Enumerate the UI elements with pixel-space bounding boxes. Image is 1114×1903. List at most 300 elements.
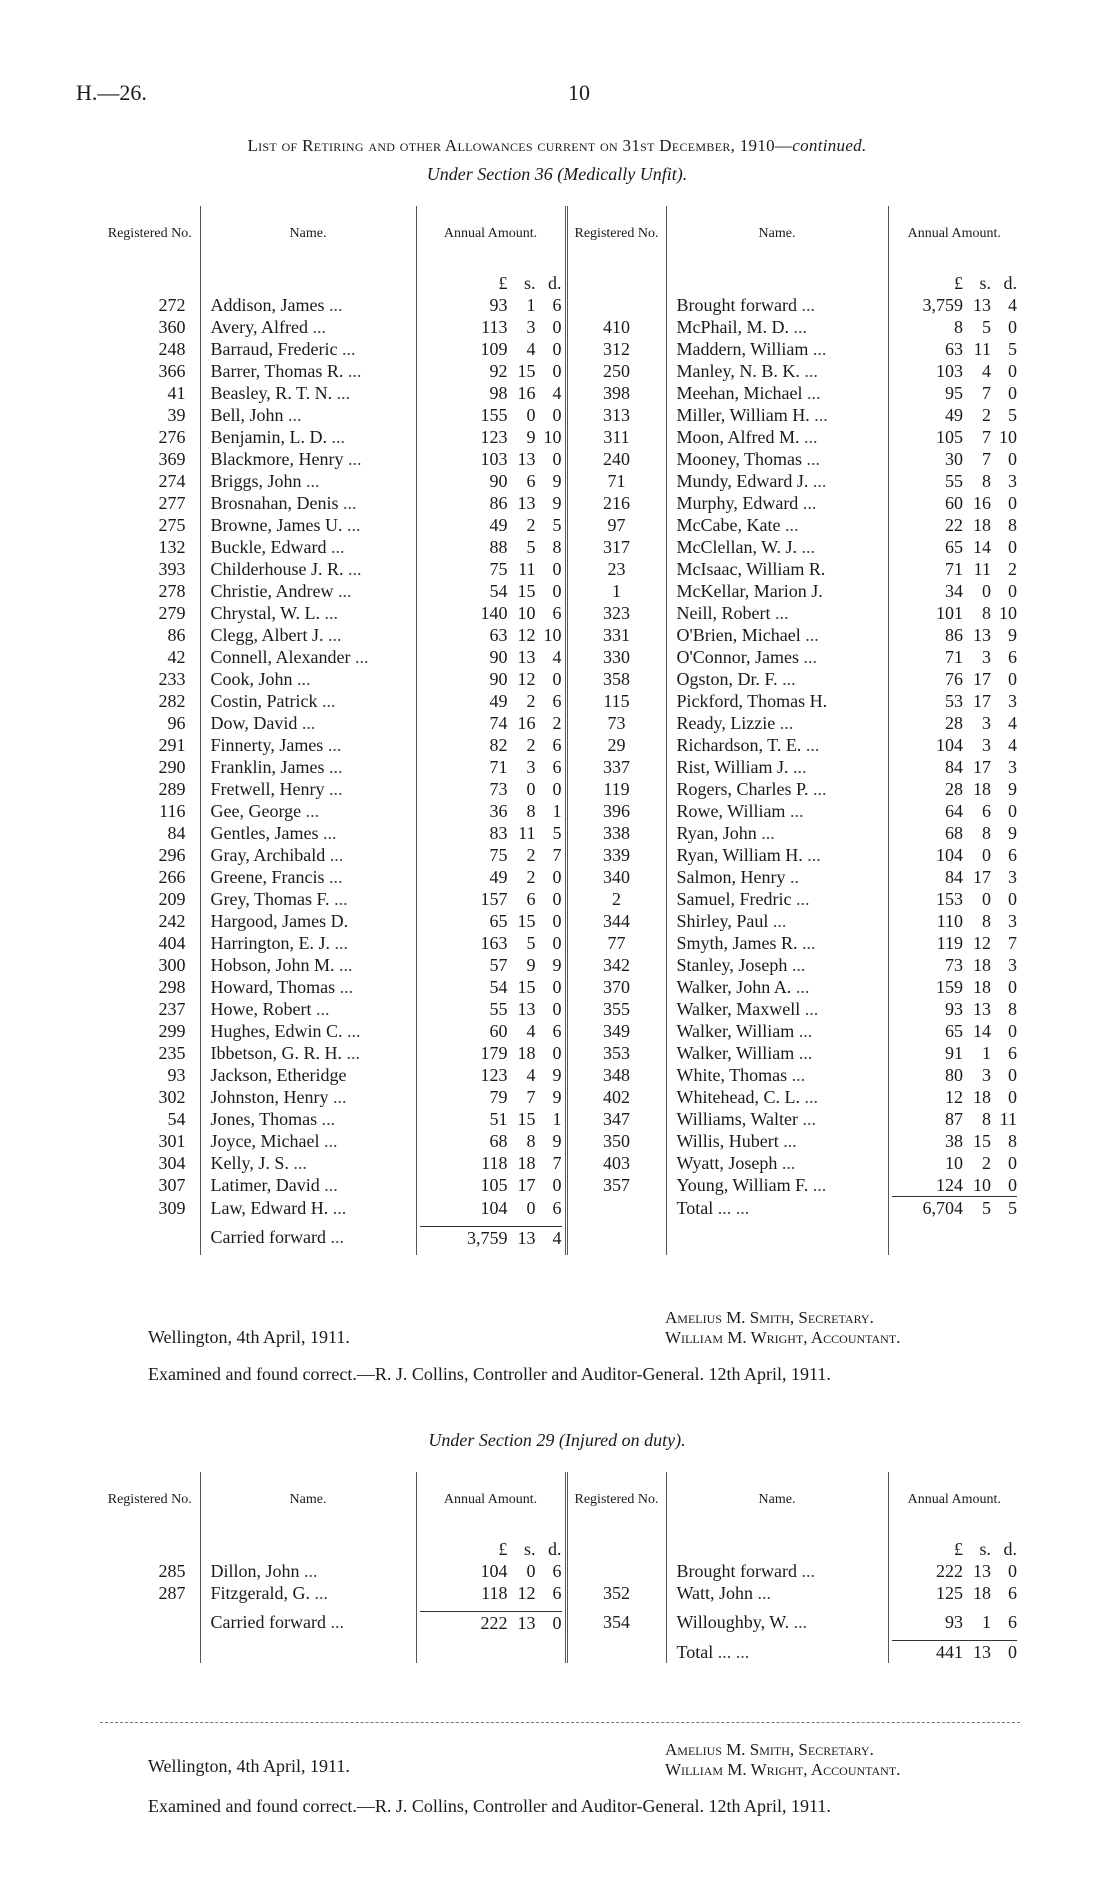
amount-value (420, 756, 562, 778)
leader-dots: ... (802, 1109, 816, 1129)
amount-cell (416, 888, 566, 910)
name-text: Kelly, J. S. (210, 1153, 289, 1173)
amount-pence: 2 (552, 713, 562, 733)
name-cell (200, 998, 416, 1020)
amount-pounds: 88 (489, 537, 508, 557)
amount-shillings: s. (523, 273, 536, 293)
amount-shillings: 11 (518, 559, 536, 579)
registered-no: 237 (158, 999, 186, 1019)
amount-pence: 6 (1008, 1043, 1017, 1063)
amount-shillings: 12 (973, 933, 991, 953)
name-cell (666, 1064, 888, 1086)
amount-pounds: 55 (945, 471, 963, 491)
amount-value (420, 1582, 562, 1604)
name-text: Howe, Robert (210, 999, 312, 1019)
amount-shillings: 4 (526, 339, 536, 359)
registered-no: 116 (159, 801, 186, 821)
amount-shillings: 5 (982, 317, 991, 337)
leader-dots: ... (805, 735, 820, 755)
amount-pence: 0 (552, 889, 562, 909)
registered-no: 403 (566, 1152, 666, 1174)
amount-shillings: 6 (982, 801, 991, 821)
registered-no: 349 (566, 1020, 666, 1042)
amount-shillings: 15 (517, 911, 536, 931)
name-cell (666, 1152, 888, 1174)
amount-cell (416, 1174, 566, 1196)
name-cell (666, 1174, 888, 1196)
name-cell (200, 646, 416, 668)
name-text: Latimer, David (210, 1175, 320, 1195)
row-label: Total (676, 1197, 714, 1218)
amount-cell (888, 646, 1020, 668)
registered-no: 29 (566, 734, 666, 756)
registered-no: 71 (566, 470, 666, 492)
registered-no: 275 (158, 515, 186, 535)
amount-pounds: 12 (945, 1087, 963, 1107)
leader-dots: ... (347, 361, 362, 381)
registered-no: 266 (158, 867, 186, 887)
registered-no: 311 (566, 426, 666, 448)
registered-no (100, 1640, 200, 1663)
section1-subtitle: Under Section 36 (Medically Unfit). (426, 164, 688, 184)
name-cell (666, 624, 888, 646)
leader-dots: ... (793, 317, 807, 337)
amount-shillings: 0 (526, 779, 536, 799)
leader-dots: ... (806, 449, 820, 469)
registered-no: 369 (158, 449, 186, 469)
amount-pounds: 83 (489, 823, 508, 843)
amount-pounds: 153 (936, 889, 963, 909)
units-row (100, 1538, 1020, 1560)
leader-dots: ... (774, 603, 789, 623)
registered-no: 357 (566, 1174, 666, 1196)
amount-value (420, 558, 562, 580)
amount-pence: 8 (552, 537, 562, 557)
amount-pence: 0 (552, 339, 562, 359)
empty-cell (566, 272, 666, 294)
registered-no: 96 (167, 713, 186, 733)
units-cell (416, 1538, 566, 1560)
amount-shillings: 17 (973, 691, 991, 711)
table-row (100, 1108, 1020, 1130)
amount-cell (888, 954, 1020, 976)
amount-pounds: 86 (945, 625, 963, 645)
amount-pence: 0 (1008, 669, 1017, 689)
registered-no: 344 (566, 910, 666, 932)
amount-cell (888, 1219, 1020, 1255)
table-row (100, 1042, 1020, 1064)
registered-no: 317 (566, 536, 666, 558)
table-row (100, 734, 1020, 756)
row-label: Total (676, 1641, 714, 1662)
amount-cell (888, 1196, 1020, 1219)
leader-dots: ... (330, 1227, 344, 1247)
amount-cell (888, 404, 1020, 426)
name-text: Franklin, James (210, 757, 325, 777)
name-cell (666, 1582, 888, 1604)
col-header-registered: Registered No. (107, 226, 192, 241)
registered-no (100, 1604, 200, 1640)
amount-value (892, 1020, 1018, 1042)
amount-value (420, 448, 562, 470)
amount-cell (416, 514, 566, 536)
amount-shillings: 14 (973, 537, 991, 557)
registered-no: 250 (566, 360, 666, 382)
amount-cell (416, 932, 566, 954)
row-label: Carried forward (210, 1227, 326, 1247)
amount-pence: 4 (552, 647, 562, 667)
leader-dots: ... (338, 581, 352, 601)
registered-no: 132 (158, 537, 186, 557)
amount-pounds: 49 (489, 515, 508, 535)
registered-no: 39 (167, 405, 186, 425)
amount-value (420, 426, 562, 448)
amount-shillings: 5 (526, 537, 536, 557)
empty-cell (666, 1528, 888, 1538)
amount-pounds: 110 (936, 911, 963, 931)
amount-value (892, 646, 1018, 668)
col-header-name: Name. (666, 206, 888, 262)
name-text: McKellar, Marion J. (676, 581, 823, 601)
amount-cell (888, 1086, 1020, 1108)
amount-cell (416, 294, 566, 316)
leader-dots: ... (346, 1043, 360, 1063)
name-cell (666, 338, 888, 360)
amount-pounds: 90 (489, 471, 508, 491)
name-text: Fretwell, Henry (210, 779, 325, 799)
registered-no: 398 (566, 382, 666, 404)
registered-no: 340 (566, 866, 666, 888)
leader-dots: ... (798, 1021, 813, 1041)
registered-no: 86 (167, 625, 186, 645)
amount-pounds: 73 (945, 955, 963, 975)
amount-shillings: 10 (517, 603, 536, 623)
name-text: Pickford, Thomas H. (676, 691, 828, 711)
amount-cell (888, 734, 1020, 756)
name-cell (200, 316, 416, 338)
amount-shillings: 3 (982, 1065, 991, 1085)
amount-value (892, 822, 1018, 844)
amount-shillings: 1 (982, 1043, 991, 1063)
name-text: Manley, N. B. K. (676, 361, 800, 381)
amount-value (892, 580, 1018, 602)
leader-dots: ... (772, 911, 787, 931)
amount-pounds: 155 (480, 405, 508, 425)
amount-shillings: 16 (973, 493, 991, 513)
table-row (100, 624, 1020, 646)
table-row (100, 1560, 1020, 1582)
table-row (100, 580, 1020, 602)
amount-shillings: 15 (517, 361, 536, 381)
name-cell (200, 690, 416, 712)
empty-cell (416, 1528, 566, 1538)
amount-shillings: 5 (526, 933, 536, 953)
amount-shillings: 1 (526, 295, 536, 315)
table-row (100, 866, 1020, 888)
amount-pounds: 118 (481, 1153, 508, 1173)
amount-pence: 9 (552, 955, 562, 975)
table-row (100, 1152, 1020, 1174)
amount-value (892, 338, 1018, 360)
amount-value (892, 690, 1018, 712)
amount-value (420, 316, 562, 338)
amount-pence: 9 (1008, 779, 1017, 799)
registered-no: 347 (566, 1108, 666, 1130)
amount-cell (888, 976, 1020, 998)
amount-cell (888, 998, 1020, 1020)
amount-pence: 0 (1008, 1153, 1017, 1173)
amount-pounds: 124 (936, 1175, 963, 1195)
amount-shillings: 13 (517, 1227, 536, 1248)
amount-value (892, 1130, 1018, 1152)
name-text: Ibbetson, G. R. H. (210, 1043, 342, 1063)
col-header-registered: Registered No. (566, 1472, 666, 1528)
amount-cell (888, 1130, 1020, 1152)
name-text: Samuel, Fredric (676, 889, 792, 909)
amount-cell (888, 514, 1020, 536)
amount-value (892, 976, 1018, 998)
table-row (100, 998, 1020, 1020)
amount-shillings: 0 (982, 581, 991, 601)
amount-value (420, 1152, 562, 1174)
amount-pence: 0 (552, 1175, 562, 1195)
name-cell (200, 734, 416, 756)
amount-pence: 0 (552, 1612, 562, 1633)
name-text: Miller, William H. (676, 405, 810, 425)
leader-dots: ... (341, 339, 356, 359)
registered-no: 348 (566, 1064, 666, 1086)
amount-pence: 0 (552, 669, 562, 689)
amount-value (892, 910, 1018, 932)
amount-value (420, 1086, 562, 1108)
amount-cell (888, 382, 1020, 404)
amount-pence: 10 (543, 625, 562, 645)
amount-cell (416, 734, 566, 756)
leader-dots: ... (306, 471, 320, 491)
amount-pounds: 123 (480, 427, 508, 447)
leader-dots: ... (798, 1043, 813, 1063)
amount-cell (416, 470, 566, 492)
name-text: Grey, Thomas F. (210, 889, 330, 909)
amount-value (420, 1538, 562, 1560)
amount-cell (888, 1640, 1020, 1663)
amount-cell (416, 690, 566, 712)
name-text: Jones, Thomas (210, 1109, 318, 1129)
amount-value (420, 470, 562, 492)
leader-dots: ... (812, 339, 827, 359)
name-text: Meehan, Michael (676, 383, 803, 403)
amount-value (892, 734, 1018, 756)
amount-value (420, 844, 562, 866)
amount-pounds: 104 (936, 735, 963, 755)
amount-shillings: 13 (517, 449, 536, 469)
amount-pounds: 49 (945, 405, 963, 425)
amount-pounds: 6,704 (922, 1198, 963, 1218)
leader-dots: ... (330, 1612, 344, 1632)
registered-no: 309 (158, 1197, 186, 1218)
leader-dots: ... (293, 1153, 307, 1173)
amount-pence: 7 (552, 845, 562, 865)
amount-value (892, 1611, 1018, 1633)
name-cell (200, 1042, 416, 1064)
amount-shillings: 18 (973, 779, 991, 799)
table-row (100, 954, 1020, 976)
amount-pounds: 75 (489, 845, 508, 865)
amount-cell (888, 932, 1020, 954)
amount-pence: 8 (1008, 1131, 1017, 1151)
amount-pounds: 10 (945, 1153, 963, 1173)
amount-shillings: 8 (982, 823, 991, 843)
amount-shillings: 7 (982, 449, 991, 469)
name-cell (200, 580, 416, 602)
name-cell (200, 1582, 416, 1604)
name-cell (200, 932, 416, 954)
name-text: Greene, Francis (210, 867, 325, 887)
registered-no: 410 (566, 316, 666, 338)
amount-shillings: 17 (973, 867, 991, 887)
registered-no: 300 (158, 955, 186, 975)
amount-value (420, 888, 562, 910)
registered-no: 240 (566, 448, 666, 470)
leader-dots: ... (779, 713, 794, 733)
amount-shillings: 16 (517, 383, 536, 403)
amount-shillings: 3 (982, 647, 991, 667)
table-row (100, 382, 1020, 404)
amount-shillings: 17 (973, 669, 991, 689)
amount-cell (416, 316, 566, 338)
name-text: Jackson, Etheridge (210, 1065, 347, 1085)
name-cell (666, 646, 888, 668)
amount-pence: 6 (1008, 1583, 1017, 1603)
row-label: Carried forward (210, 1612, 326, 1632)
amount-cell (416, 1604, 566, 1640)
name-text: Shirley, Paul (676, 911, 769, 931)
amount-value (892, 272, 1018, 294)
amount-cell (888, 448, 1020, 470)
registered-no: 23 (566, 558, 666, 580)
amount-pounds: 68 (945, 823, 963, 843)
amount-pence: 0 (1008, 1561, 1017, 1581)
registered-no: 307 (158, 1175, 186, 1195)
amount-pounds: 104 (480, 1561, 508, 1581)
amount-pounds: 22 (945, 515, 963, 535)
name-text: Addison, James (210, 295, 325, 315)
page-number: 10 (568, 80, 590, 105)
name-cell (200, 294, 416, 316)
amount-pence: 0 (1008, 361, 1017, 381)
name-text: Brosnahan, Denis (210, 493, 339, 513)
amount-value (420, 1020, 562, 1042)
amount-shillings: 8 (982, 603, 991, 623)
amount-cell (416, 822, 566, 844)
amount-pounds: 179 (480, 1043, 508, 1063)
name-cell (666, 888, 888, 910)
registered-no: 291 (158, 735, 186, 755)
amount-pence: 9 (1008, 625, 1017, 645)
leader-dots: ... (332, 1197, 347, 1218)
amount-cell (416, 338, 566, 360)
amount-pounds: 54 (489, 977, 508, 997)
table-row (100, 1130, 1020, 1152)
signature-block (665, 1740, 900, 1780)
amount-pounds: 60 (945, 493, 963, 513)
amount-value (892, 624, 1018, 646)
amount-pence: d. (1003, 273, 1017, 293)
amount-cell (888, 426, 1020, 448)
amount-pounds: £ (954, 1539, 963, 1559)
amount-pounds: 113 (481, 317, 508, 337)
amount-value (892, 954, 1018, 976)
allowances-table-medically-unfit (100, 206, 1020, 1255)
amount-pence: 9 (552, 1087, 562, 1107)
name-cell (666, 690, 888, 712)
name-cell (200, 668, 416, 690)
accountant-signature: William M. Wright, Accountant. (665, 1760, 901, 1779)
amount-pence: 0 (552, 449, 562, 469)
amount-shillings: 18 (973, 515, 991, 535)
amount-value (892, 998, 1018, 1020)
examined-statement: Examined and found correct.—R. J. Collins, Controller and Auditor-General. 12th April, 1911. (148, 1796, 831, 1816)
amount-shillings: 5 (982, 1198, 991, 1218)
amount-shillings: 13 (517, 647, 536, 667)
registered-no: 354 (566, 1604, 666, 1640)
registered-no: 54 (167, 1109, 186, 1129)
amount-pence: 5 (552, 823, 562, 843)
amount-pounds: 28 (945, 779, 963, 799)
amount-shillings: 15 (517, 1109, 536, 1129)
amount-cell (416, 844, 566, 866)
registered-no: 115 (566, 690, 666, 712)
amount-value (892, 756, 1018, 778)
amount-cell (888, 1174, 1020, 1196)
amount-pounds: 68 (489, 1131, 508, 1151)
amount-pounds: £ (498, 1539, 508, 1559)
leader-dots: ... (761, 823, 775, 843)
amount-pence: 0 (1008, 1021, 1017, 1041)
amount-value (420, 712, 562, 734)
amount-cell (888, 338, 1020, 360)
registered-no: 366 (158, 361, 186, 381)
amount-pounds: 82 (489, 735, 508, 755)
leader-dots: ... (795, 977, 810, 997)
amount-pounds: 159 (936, 977, 963, 997)
amount-shillings: 0 (982, 845, 991, 865)
amount-cell (416, 558, 566, 580)
amount-cell (888, 844, 1020, 866)
table-row (100, 558, 1020, 580)
name-text: Christie, Andrew (210, 581, 334, 601)
amount-value (892, 1042, 1018, 1064)
amount-shillings: 11 (973, 559, 991, 579)
registered-no: 360 (158, 317, 186, 337)
amount-shillings: 13 (973, 999, 991, 1019)
table-row (100, 1020, 1020, 1042)
amount-shillings: 8 (526, 1131, 536, 1151)
name-text: Buckle, Edward (210, 537, 327, 557)
name-text: Walker, William (676, 1043, 795, 1063)
registered-no: 355 (566, 998, 666, 1020)
registered-no: 304 (158, 1153, 186, 1173)
amount-pounds: 157 (480, 889, 508, 909)
allowances-table-injured-on-duty (100, 1472, 1020, 1663)
amount-cell (416, 668, 566, 690)
amount-value (420, 976, 562, 998)
amount-value (420, 1174, 562, 1196)
amount-shillings: 10 (973, 1175, 991, 1195)
name-text: Neill, Robert (676, 603, 771, 623)
amount-pence: 9 (1008, 823, 1017, 843)
leader-dots: ... (301, 713, 316, 733)
